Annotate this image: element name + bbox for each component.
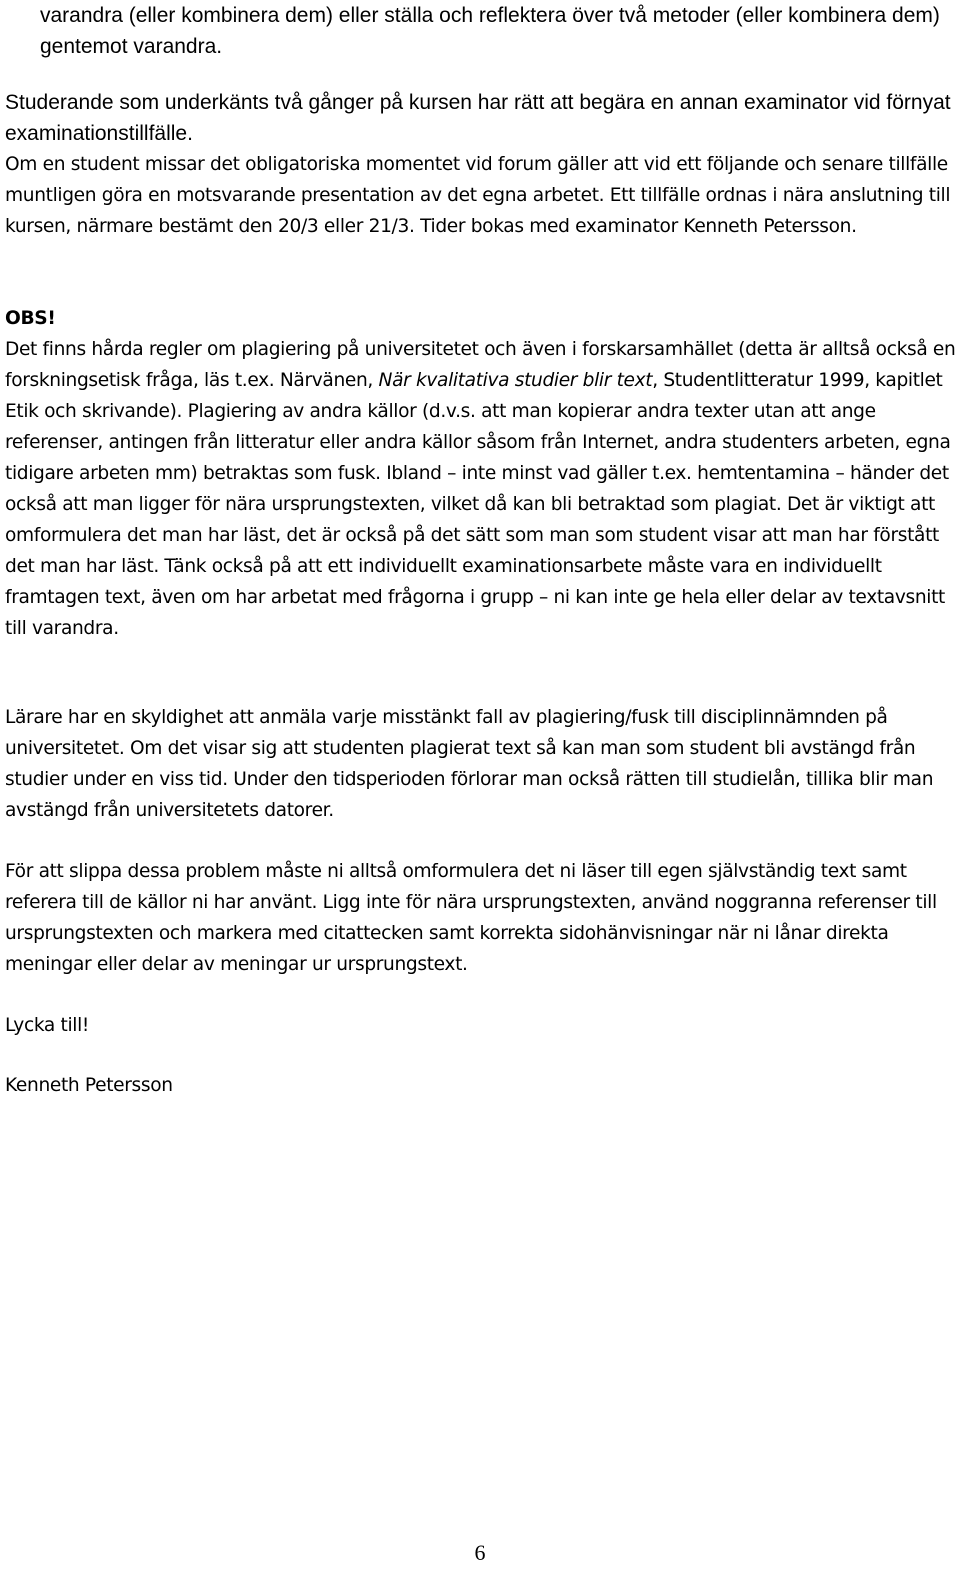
obs-text-part-1: Det finns hårda regler om plagiering på universitetet och även i forskarsamhället (detta är alltså också en forskningsetisk fråga, läs t.ex. Närvänen,	[5, 339, 956, 391]
paragraph-examiner-change: Studerande som underkänts två gånger på kursen har rätt att begära en annan examinator vid förnyat examinationstillfälle.	[5, 91, 951, 145]
obs-text-part-2: , Studentlitteratur 1999, kapitlet Etik och skrivande). Plagiering av andra källor (d.v.s. att man kopierar andra texter utan att ange referenser, antingen från litteratur eller andra källor såsom från Internet, andra studenters arbeten, egna tidigare arbeten mm) betraktas som fusk. Ibland – inte minst vad gäller t.ex. hemtentamina – händer det också att man ligger för nära ursprungstexten, vilket då kan bli betraktad som plagiat. Det är viktigt att omformulera det man har läst, det är också på det sätt som man som student visar att man har förstått det man har läst. Tänk också på att ett individuellt examinationsarbete måste vara en individuellt framtagen text, även om har arbetat med frågorna i grupp – ni kan inte ge hela eller delar av textavsnitt till varandra.	[5, 370, 951, 639]
page-number: 6	[474, 1540, 486, 1565]
closing-greeting: Lycka till!	[5, 1015, 90, 1036]
paragraph-methods-end: varandra (eller kombinera dem) eller ställa och reflektera över två metoder (eller kombinera dem) gentemot varandra.	[40, 4, 940, 58]
signature: Kenneth Petersson	[5, 1075, 173, 1096]
paragraph-missed-forum: Om en student missar det obligatoriska momentet vid forum gäller att vid ett följande och senare tillfälle muntligen göra en motsvarande presentation av det egna arbetet. Ett tillfälle ordnas i nära anslutning till kursen, närmare bestämt den 20/3 eller 21/3. Tider bokas med examinator Kenneth Petersson.	[5, 154, 951, 237]
obs-heading: OBS!	[5, 308, 56, 329]
paragraph-reporting-duty: Lärare har en skyldighet att anmäla varje misstänkt fall av plagiering/fusk till disciplinnämnden på universitetet. Om det visar sig att studenten plagierat text så kan man som student bli avstängd från studier under en viss tid. Under den tidsperioden förlorar man också rätten till studielån, tillika blir man avstängd från universitetets datorer.	[5, 707, 934, 821]
section-plagiarism-notice	[5, 303, 957, 644]
paragraph-avoid-problems: För att slippa dessa problem måste ni alltså omformulera det ni läser till egen självständig text samt referera till de källor ni har använt. Ligg inte för nära ursprungstexten, använd noggranna referenser till ursprungstexten och markera med citattecken samt korrekta sidohänvisningar när ni lånar direkta meningar eller delar av meningar ur ursprungstext.	[5, 861, 937, 975]
book-title: När kvalitativa studier blir text	[378, 370, 653, 391]
